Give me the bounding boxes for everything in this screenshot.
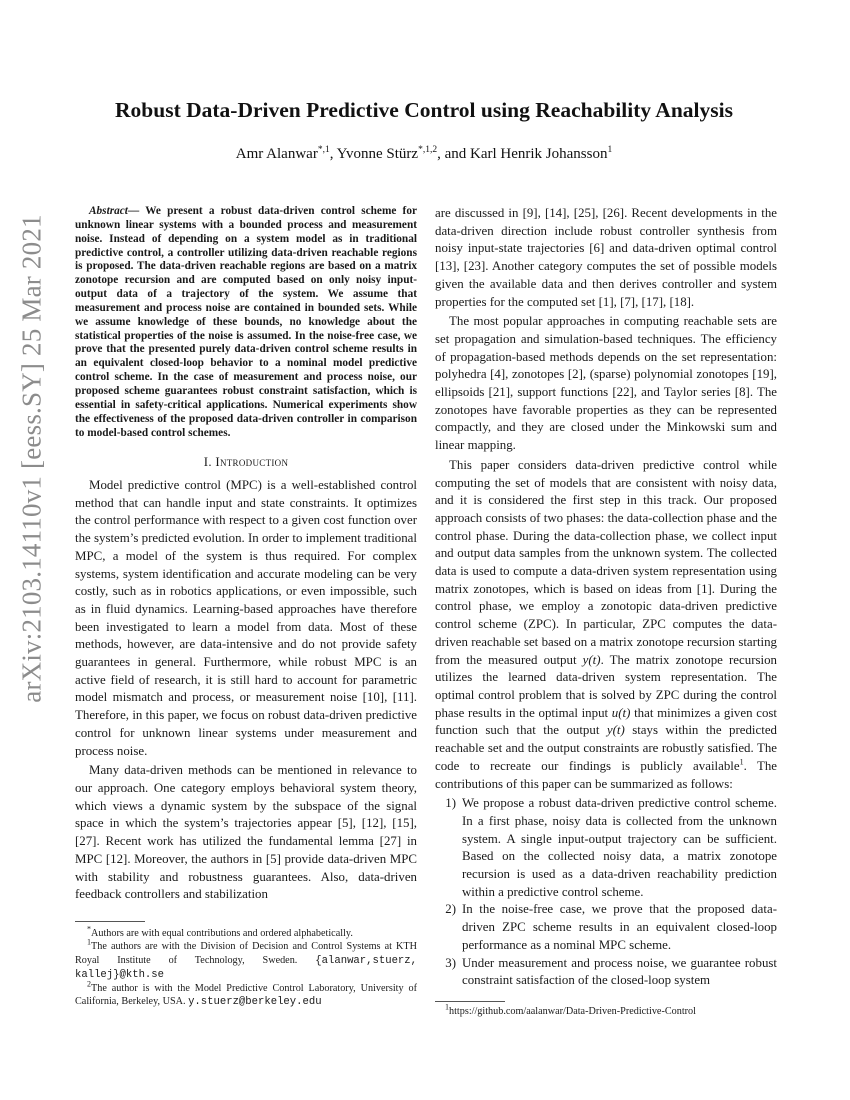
footnote-mark: 1	[87, 937, 91, 947]
paragraph-text: This paper considers data-driven predictive control while computing the set of models that are consistent with noisy data, and it is considered the first step in this track. Our proposed approach consists of two phases: the data-collection phase and the control phase. During the data-collection phase, we collect input and output data samples from the unknown system. The collected data is used to compute a data-driven system representation using matrix zonotopes, which is based on ideas from [1]. During the control phase, we employ a zonotopic data-driven predictive control scheme (ZPC). In particular, ZPC computes the data-driven reachable set based on a matrix zonotope recursion starting from the measured output	[435, 457, 777, 667]
abstract-text: — We present a robust data-driven control scheme for unknown linear systems with a bounded process and measurement noise. Instead of depending on a system model as in traditional predictive control, a controller utilizing data-driven reachable regions is proposed. The data-driven reachable regions are based on a matrix zonotope recursion and are computed based on only noisy input-output data of a trajectory of the system. We assume that measurement and process noise are contained in bounded sets. While we assume knowledge of these bounds, no knowledge about the statistical properties of the noise is assumed. In the noise-free case, we prove that the presented purely data-driven control scheme results in an equivalent closed-loop behavior to a nominal model predictive control scheme. In the case of measurement and process noise, our proposed scheme guarantees robust constraint satisfaction, which is essential in safety-critical applications. Numerical experiments show the effectiveness of the proposed data-driven controller in comparison to model-based control schemes.	[75, 205, 417, 439]
abstract-lead: Abstract	[89, 205, 128, 217]
section-heading-introduction: I. Introduction	[203, 455, 289, 470]
list-item	[435, 955, 777, 990]
list-text: We propose a robust data-driven predictive control scheme. In a first phase, noisy data is collected from the unknown system. A single input-output trajectory can be sufficient. Based on the collected noisy data, a matrix zonotope recursion is used as a data-driven reachability prediction within a predictive control scheme.	[462, 796, 777, 899]
left-column	[75, 205, 417, 904]
author-affiliation-mark: 1	[607, 145, 613, 155]
footnote-affiliation-berkeley	[75, 979, 417, 1010]
paragraph-text: stays within the predicted reachable set and the output constraints are robustly satisfied. The code to recreate our findings is publicly available	[435, 723, 777, 773]
footnotes	[75, 924, 417, 1010]
author-list	[74, 146, 774, 163]
list-text: In the noise-free case, we prove that the proposed data-driven ZPC scheme results in an equivalent closed-loop performance as a nominal MPC scheme.	[462, 902, 777, 952]
author-affiliation-mark: *,1,2	[418, 145, 438, 155]
list-text: Under measurement and process noise, we guarantee robust constraint satisfaction of the closed-loop system	[462, 955, 777, 988]
footnote-text: Authors are with equal contributions and ordered alphabetically.	[91, 928, 353, 939]
footnote-mark: 1	[445, 1002, 449, 1012]
abstract	[75, 205, 417, 440]
math-input: u(t)	[611, 705, 631, 720]
list-number: 1)	[445, 796, 456, 811]
body-paragraph-continued: are discussed in [9], [14], [25], [26]. Recent developments in the data-driven direction include robust controller synthesis from noisy input-state trajectories [6] and data-driven optimal control [13], [23]. Another category computes the set of possible models given the available data and then derives controller and system properties for the computed set [1], [7], [17], [18].	[435, 206, 777, 309]
list-item	[435, 795, 777, 901]
repository-link[interactable]: https://github.com/aalanwar/Data-Driven-Predictive-Control	[449, 1006, 696, 1017]
paragraph-text: . The matrix zonotope recursion utilizes the learned data-driven system representation. The optimal control problem that is solved by ZPC during the control phase results in the optimal input	[435, 652, 777, 720]
footnote-rule	[75, 921, 145, 922]
footnote-mark: 2	[87, 979, 91, 989]
body-paragraph	[435, 457, 777, 793]
body-paragraph: The most popular approaches in computing reachable sets are set propagation and simulation-based techniques. The efficiency of propagation-based methods depends on the set representation: polyhedra [4], zonotopes [2], (sparse) polynomial zonotopes [19], ellipsoids [21], support functions [22], and Taylor series [8]. The zonotopes have favorable properties as they can be represented compactly, and they are closed under the Minkowski sum and linear mapping.	[435, 314, 777, 453]
footnote-affiliation-kth	[75, 937, 417, 982]
math-output: y(t)	[606, 723, 625, 738]
paragraph-text: . The contributions of this paper can be summarized as follows:	[435, 758, 777, 791]
list-item	[435, 901, 777, 954]
right-column	[435, 205, 777, 990]
footnote-ref[interactable]: 1	[739, 757, 744, 767]
list-number: 2)	[445, 902, 456, 917]
math-output: y(t)	[582, 652, 601, 667]
footnote-mark: *	[87, 924, 91, 934]
email-link[interactable]: {alanwar,stuerz, kallej}@kth.se	[75, 954, 417, 981]
paper-title: Robust Data-Driven Predictive Control using Reachability Analysis	[115, 98, 733, 122]
author-separator: , and	[437, 146, 470, 162]
body-paragraph: Model predictive control (MPC) is a well-established control method that can handle input and state constraints. It optimizes the control performance with respect to a given cost function over the system’s predicted evolution. In order to implement traditional MPC, a model of the system is thus required. For complex systems, system identification and accurate modeling can be very costly, such as in robotics applications, or even impossible, such as in fluid dynamics. Learning-based approaches have therefore been investigated to learn a model from data. Most of these methods, however, are data-intensive and do not provide safety guarantees in general. Furthermore, while robust MPC is an active field of research, it is still hard to account for parametric model mismatch and process, or measurement noise [10], [11]. Therefore, in this paper, we focus on robust data-driven predictive control for unknown linear systems under measurement and process noise.	[75, 478, 417, 758]
body-paragraph: Many data-driven methods can be mentioned in relevance to our approach. One category employs behavioral system theory, which views a dynamic system by the subspace of the signal space in which the system’s trajectories appear [5], [12], [15], [27]. Recent work has utilized the fundamental lemma [27] in MPC [12]. Moreover, the authors in [5] provide data-driven MPC with stability and robustness guarantees. Also, data-driven feedback controllers and stabilization	[75, 763, 417, 902]
footnote-url	[435, 1002, 777, 1018]
email-link[interactable]: y.stuerz@berkeley.edu	[188, 996, 322, 1009]
paragraph-text: that minimizes a given cost function such that the output	[435, 705, 777, 738]
footnote-equal-contribution	[75, 924, 417, 940]
author-name: Yvonne Stürz	[336, 146, 419, 162]
arxiv-stamp-text: arXiv:2103.14110v1 [eess.SY] 25 Mar 2021	[16, 213, 47, 703]
author-affiliation-mark: *,1	[317, 145, 330, 155]
author-name: Amr Alanwar	[235, 146, 318, 162]
author-separator: ,	[329, 146, 337, 162]
author-name: Karl Henrik Johansson	[469, 146, 608, 162]
footnote-text: The authors are with the Division of Decision and Control Systems at KTH Royal Institute of Technology, Sweden.	[75, 941, 417, 966]
arxiv-stamp	[12, 213, 52, 703]
contribution-list	[435, 795, 777, 990]
list-number: 3)	[445, 955, 456, 970]
footnote-text: The author is with the Model Predictive Control Laboratory, University of California, Berkeley, USA.	[75, 983, 417, 1008]
